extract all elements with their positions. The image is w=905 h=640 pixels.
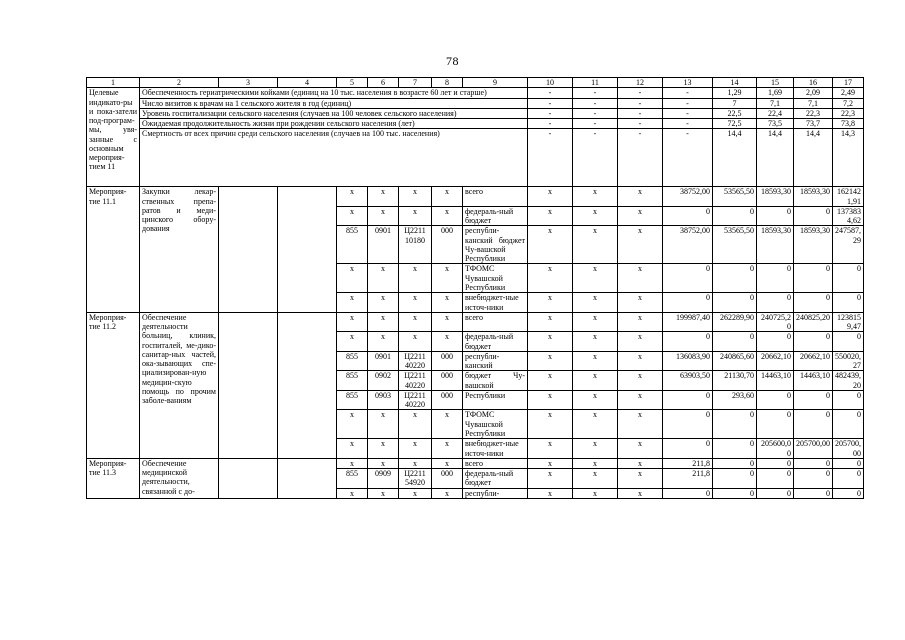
amount-cell: x bbox=[528, 439, 573, 459]
indicator-value: - bbox=[528, 119, 573, 129]
amount-cell: 18593,30 bbox=[757, 226, 794, 264]
amount-cell: 14463,10 bbox=[757, 371, 794, 391]
amount-cell: x bbox=[573, 390, 618, 410]
amount-cell: 0 bbox=[794, 293, 833, 313]
funding-source: федераль-ный бюджет bbox=[463, 469, 528, 489]
amount-cell: 0 bbox=[757, 458, 794, 468]
amount-cell: 293,60 bbox=[713, 390, 757, 410]
grbs-code: x bbox=[337, 312, 368, 332]
amount-cell: 18593,30 bbox=[794, 187, 833, 207]
indicator-value: 1,69 bbox=[757, 88, 794, 98]
indicator-value: - bbox=[528, 88, 573, 98]
measure-name: Мероприя-тие 11.2 bbox=[87, 312, 140, 458]
amount-cell: x bbox=[528, 469, 573, 489]
target-article-code: Ц2211 40220 bbox=[399, 390, 432, 410]
target-article-code: x bbox=[399, 488, 432, 498]
target-article-code: Ц2211 40220 bbox=[399, 351, 432, 371]
funding-source: Республики bbox=[463, 390, 528, 410]
amount-cell: 0 bbox=[794, 469, 833, 489]
amount-cell: x bbox=[618, 410, 663, 439]
indicator-value: 14,4 bbox=[713, 129, 757, 187]
amount-cell: 0 bbox=[794, 390, 833, 410]
amount-cell: x bbox=[528, 312, 573, 332]
indicator-value: 14,3 bbox=[833, 129, 864, 187]
indicator-value: 73,5 bbox=[757, 119, 794, 129]
grbs-code: x bbox=[337, 187, 368, 207]
header-cell: 17 bbox=[833, 78, 864, 88]
section-code: x bbox=[368, 439, 399, 459]
amount-cell: 211,8 bbox=[663, 469, 713, 489]
amount-cell: 0 bbox=[713, 410, 757, 439]
grbs-code: 855 bbox=[337, 371, 368, 391]
indicator-value: 14,4 bbox=[794, 129, 833, 187]
indicator-value: - bbox=[618, 98, 663, 108]
amount-cell: x bbox=[573, 226, 618, 264]
participant-cell bbox=[278, 187, 337, 312]
amount-cell: x bbox=[618, 439, 663, 459]
amount-cell: 0 bbox=[794, 264, 833, 293]
amount-cell: 247587,29 bbox=[833, 226, 864, 264]
header-cell: 8 bbox=[432, 78, 463, 88]
indicator-value: - bbox=[663, 119, 713, 129]
measure-description: Обеспечение медицинской деятельности, связанной с до- bbox=[140, 458, 219, 498]
amount-cell: 0 bbox=[713, 206, 757, 226]
indicator-row bbox=[87, 119, 864, 129]
indicators-label: Целевые индикато-ры и пока-затели под-програм-мы, увя-занные с основным мероприя-тием 11 bbox=[87, 88, 140, 187]
indicator-value: - bbox=[573, 129, 618, 187]
indicator-value: 7 bbox=[713, 98, 757, 108]
expense-group-code: 000 bbox=[432, 390, 463, 410]
amount-cell: x bbox=[573, 293, 618, 313]
section-code: x bbox=[368, 488, 399, 498]
amount-cell: x bbox=[618, 332, 663, 352]
amount-cell: 1373834,62 bbox=[833, 206, 864, 226]
indicator-name: Ожидаемая продолжительность жизни при рождении сельского населения (лет) bbox=[140, 119, 528, 129]
indicator-value: 7,1 bbox=[794, 98, 833, 108]
section-code: x bbox=[368, 264, 399, 293]
header-cell: 14 bbox=[713, 78, 757, 88]
indicator-value: - bbox=[573, 88, 618, 98]
target-article-code: Ц2211 40220 bbox=[399, 371, 432, 391]
amount-cell: 0 bbox=[794, 458, 833, 468]
funding-source: внебюджет-ные источ-ники bbox=[463, 293, 528, 313]
amount-cell: x bbox=[528, 351, 573, 371]
header-cell: 16 bbox=[794, 78, 833, 88]
amount-cell: 240725,20 bbox=[757, 312, 794, 332]
expense-group-code: x bbox=[432, 410, 463, 439]
amount-cell: x bbox=[618, 458, 663, 468]
amount-cell: 211,8 bbox=[663, 458, 713, 468]
grbs-code: x bbox=[337, 439, 368, 459]
expense-group-code: x bbox=[432, 264, 463, 293]
grbs-code: x bbox=[337, 264, 368, 293]
indicator-value: 73,7 bbox=[794, 119, 833, 129]
indicator-row bbox=[87, 98, 864, 108]
amount-cell: x bbox=[573, 332, 618, 352]
amount-cell: 205600,00 bbox=[757, 439, 794, 459]
section-code: x bbox=[368, 458, 399, 468]
amount-cell: 20662,10 bbox=[794, 351, 833, 371]
amount-cell: x bbox=[573, 264, 618, 293]
amount-cell: x bbox=[618, 187, 663, 207]
section-code: x bbox=[368, 312, 399, 332]
indicator-value: - bbox=[528, 98, 573, 108]
target-article-code: x bbox=[399, 312, 432, 332]
amount-cell: 63903,50 bbox=[663, 371, 713, 391]
measure-row bbox=[87, 312, 864, 332]
grbs-code: 855 bbox=[337, 390, 368, 410]
amount-cell: x bbox=[618, 469, 663, 489]
target-article-code: Ц2211 10180 bbox=[399, 226, 432, 264]
section-code: x bbox=[368, 293, 399, 313]
funding-source: республи-канский бюджет Чу-вашской Республики bbox=[463, 226, 528, 264]
amount-cell: 0 bbox=[833, 458, 864, 468]
amount-cell: x bbox=[528, 410, 573, 439]
expense-group-code: 000 bbox=[432, 226, 463, 264]
expense-group-code: x bbox=[432, 488, 463, 498]
amount-cell: 20662,10 bbox=[757, 351, 794, 371]
indicator-value: - bbox=[663, 129, 713, 187]
header-cell: 15 bbox=[757, 78, 794, 88]
grbs-code: 855 bbox=[337, 226, 368, 264]
indicator-name: Смертность от всех причин среди сельского населения (случаев на 100 тыс. населения) bbox=[140, 129, 528, 187]
indicator-value: 2,09 bbox=[794, 88, 833, 98]
indicator-value: 72,5 bbox=[713, 119, 757, 129]
funding-source: федераль-ный бюджет bbox=[463, 206, 528, 226]
table-body bbox=[87, 78, 864, 499]
measure-row bbox=[87, 187, 864, 207]
target-article-code: x bbox=[399, 187, 432, 207]
section-code: 0901 bbox=[368, 351, 399, 371]
amount-cell: 1238159,47 bbox=[833, 312, 864, 332]
indicator-value: 14,4 bbox=[757, 129, 794, 187]
amount-cell: 0 bbox=[713, 458, 757, 468]
amount-cell: x bbox=[573, 312, 618, 332]
measure-description: Закупки лекар-ственных препа-ратов и меди-цинского обору-дования bbox=[140, 187, 219, 312]
funding-source: ТФОМС Чувашской Республики bbox=[463, 264, 528, 293]
amount-cell: 0 bbox=[663, 332, 713, 352]
amount-cell: 0 bbox=[663, 206, 713, 226]
amount-cell: 18593,30 bbox=[757, 187, 794, 207]
amount-cell: 53565,50 bbox=[713, 226, 757, 264]
indicator-value: - bbox=[618, 119, 663, 129]
indicator-value: - bbox=[528, 108, 573, 118]
amount-cell: 0 bbox=[757, 206, 794, 226]
target-article-code: x bbox=[399, 458, 432, 468]
expense-group-code: x bbox=[432, 332, 463, 352]
indicator-value: 22,3 bbox=[833, 108, 864, 118]
target-article-code: x bbox=[399, 410, 432, 439]
amount-cell: 136083,90 bbox=[663, 351, 713, 371]
indicator-value: 22,3 bbox=[794, 108, 833, 118]
indicator-name: Число визитов к врачам на 1 сельского жителя в год (единиц) bbox=[140, 98, 528, 108]
indicator-value: - bbox=[573, 108, 618, 118]
target-article-code: Ц2211 54920 bbox=[399, 469, 432, 489]
grbs-code: 855 bbox=[337, 351, 368, 371]
amount-cell: 0 bbox=[713, 469, 757, 489]
amount-cell: 205700,00 bbox=[833, 439, 864, 459]
grbs-code: 855 bbox=[337, 469, 368, 489]
indicator-name: Уровень госпитализации сельского населения (случаев на 100 человек сельского населения) bbox=[140, 108, 528, 118]
expense-group-code: x bbox=[432, 206, 463, 226]
amount-cell: 0 bbox=[663, 390, 713, 410]
amount-cell: x bbox=[618, 312, 663, 332]
indicator-value: 1,29 bbox=[713, 88, 757, 98]
amount-cell: x bbox=[618, 371, 663, 391]
amount-cell: 0 bbox=[713, 488, 757, 498]
amount-cell: 482439,20 bbox=[833, 371, 864, 391]
amount-cell: x bbox=[528, 206, 573, 226]
amount-cell: 240825,20 bbox=[794, 312, 833, 332]
section-code: x bbox=[368, 187, 399, 207]
funding-source: федераль-ный бюджет bbox=[463, 332, 528, 352]
amount-cell: x bbox=[573, 371, 618, 391]
indicator-value: - bbox=[663, 88, 713, 98]
expense-group-code: x bbox=[432, 187, 463, 207]
amount-cell: 0 bbox=[713, 439, 757, 459]
amount-cell: 240865,60 bbox=[713, 351, 757, 371]
amount-cell: x bbox=[618, 264, 663, 293]
funding-source: республи-канский bbox=[463, 351, 528, 371]
amount-cell: x bbox=[618, 488, 663, 498]
amount-cell: 0 bbox=[833, 264, 864, 293]
amount-cell: 1621421,91 bbox=[833, 187, 864, 207]
amount-cell: 0 bbox=[757, 293, 794, 313]
funding-source: республи- bbox=[463, 488, 528, 498]
amount-cell: 18593,30 bbox=[794, 226, 833, 264]
header-cell: 6 bbox=[368, 78, 399, 88]
indicator-value: - bbox=[573, 98, 618, 108]
indicator-row bbox=[87, 129, 864, 187]
funding-source: бюджет Чу-вашской bbox=[463, 371, 528, 391]
section-code: 0902 bbox=[368, 371, 399, 391]
amount-cell: 53565,50 bbox=[713, 187, 757, 207]
funding-source: всего bbox=[463, 458, 528, 468]
grbs-code: x bbox=[337, 488, 368, 498]
section-code: x bbox=[368, 410, 399, 439]
amount-cell: x bbox=[528, 293, 573, 313]
indicator-value: - bbox=[528, 129, 573, 187]
target-article-code: x bbox=[399, 264, 432, 293]
grbs-code: x bbox=[337, 458, 368, 468]
section-code: 0901 bbox=[368, 226, 399, 264]
amount-cell: 0 bbox=[757, 264, 794, 293]
amount-cell: 0 bbox=[833, 488, 864, 498]
measure-name: Мероприя-тие 11.3 bbox=[87, 458, 140, 498]
indicator-value: - bbox=[573, 119, 618, 129]
amount-cell: x bbox=[528, 390, 573, 410]
amount-cell: 550020,27 bbox=[833, 351, 864, 371]
amount-cell: 0 bbox=[713, 293, 757, 313]
header-cell: 13 bbox=[663, 78, 713, 88]
responsible-cell bbox=[219, 458, 278, 498]
participant-cell bbox=[278, 458, 337, 498]
amount-cell: x bbox=[573, 206, 618, 226]
amount-cell: 0 bbox=[663, 410, 713, 439]
responsible-cell bbox=[219, 187, 278, 312]
target-article-code: x bbox=[399, 293, 432, 313]
indicator-value: 22,5 bbox=[713, 108, 757, 118]
participant-cell bbox=[278, 312, 337, 458]
header-cell: 4 bbox=[278, 78, 337, 88]
expense-group-code: x bbox=[432, 293, 463, 313]
amount-cell: x bbox=[528, 458, 573, 468]
measure-description: Обеспечение деятельности больниц, клиник, госпиталей, ме-дико-санитар-ных частей, ока-зывающих спе-циализирован-ную медицин-скую помощь по прочим заболе-ваниям bbox=[140, 312, 219, 458]
indicator-name: Обеспеченность гериатрическими койками (единиц на 10 тыс. населения в возрасте 60 лет и старше) bbox=[140, 88, 528, 98]
indicator-value: - bbox=[663, 98, 713, 108]
amount-cell: x bbox=[618, 390, 663, 410]
amount-cell: 21130,70 bbox=[713, 371, 757, 391]
amount-cell: 205700,00 bbox=[794, 439, 833, 459]
amount-cell: x bbox=[528, 488, 573, 498]
amount-cell: x bbox=[528, 187, 573, 207]
header-cell: 2 bbox=[140, 78, 219, 88]
expense-group-code: 000 bbox=[432, 351, 463, 371]
amount-cell: 0 bbox=[794, 488, 833, 498]
expense-group-code: x bbox=[432, 312, 463, 332]
indicator-value: - bbox=[618, 129, 663, 187]
amount-cell: 0 bbox=[757, 390, 794, 410]
amount-cell: 0 bbox=[713, 264, 757, 293]
amount-cell: 0 bbox=[794, 410, 833, 439]
grbs-code: x bbox=[337, 206, 368, 226]
grbs-code: x bbox=[337, 410, 368, 439]
indicator-value: 22,4 bbox=[757, 108, 794, 118]
target-article-code: x bbox=[399, 332, 432, 352]
expense-group-code: x bbox=[432, 458, 463, 468]
indicator-value: - bbox=[663, 108, 713, 118]
grbs-code: x bbox=[337, 293, 368, 313]
amount-cell: x bbox=[618, 293, 663, 313]
amount-cell: 0 bbox=[663, 293, 713, 313]
target-article-code: x bbox=[399, 206, 432, 226]
indicator-value: 7,2 bbox=[833, 98, 864, 108]
expense-group-code: x bbox=[432, 439, 463, 459]
header-cell: 12 bbox=[618, 78, 663, 88]
section-code: 0903 bbox=[368, 390, 399, 410]
amount-cell: x bbox=[528, 371, 573, 391]
amount-cell: 0 bbox=[663, 488, 713, 498]
amount-cell: x bbox=[618, 226, 663, 264]
amount-cell: 38752,00 bbox=[663, 226, 713, 264]
funding-source: внебюджет-ные источ-ники bbox=[463, 439, 528, 459]
amount-cell: x bbox=[528, 264, 573, 293]
funding-source: всего bbox=[463, 312, 528, 332]
indicator-value: 7,1 bbox=[757, 98, 794, 108]
expense-group-code: 000 bbox=[432, 371, 463, 391]
header-cell: 3 bbox=[219, 78, 278, 88]
amount-cell: 14463,10 bbox=[794, 371, 833, 391]
header-cell: 7 bbox=[399, 78, 432, 88]
amount-cell: 0 bbox=[663, 439, 713, 459]
amount-cell: 262289,90 bbox=[713, 312, 757, 332]
amount-cell: 0 bbox=[757, 410, 794, 439]
responsible-cell bbox=[219, 312, 278, 458]
amount-cell: 0 bbox=[663, 264, 713, 293]
funding-source: всего bbox=[463, 187, 528, 207]
amount-cell: 0 bbox=[794, 332, 833, 352]
indicator-value: 73,8 bbox=[833, 119, 864, 129]
amount-cell: 0 bbox=[833, 410, 864, 439]
amount-cell: 0 bbox=[757, 332, 794, 352]
amount-cell: x bbox=[573, 187, 618, 207]
grbs-code: x bbox=[337, 332, 368, 352]
section-code: x bbox=[368, 206, 399, 226]
budget-table bbox=[86, 77, 864, 499]
amount-cell: 0 bbox=[794, 206, 833, 226]
target-article-code: x bbox=[399, 439, 432, 459]
header-cell: 9 bbox=[463, 78, 528, 88]
amount-cell: 0 bbox=[757, 469, 794, 489]
amount-cell: 0 bbox=[833, 390, 864, 410]
amount-cell: x bbox=[618, 206, 663, 226]
section-code: x bbox=[368, 332, 399, 352]
header-cell: 11 bbox=[573, 78, 618, 88]
amount-cell: x bbox=[573, 458, 618, 468]
amount-cell: x bbox=[573, 488, 618, 498]
indicator-row bbox=[87, 108, 864, 118]
expense-group-code: 000 bbox=[432, 469, 463, 489]
amount-cell: 0 bbox=[833, 332, 864, 352]
indicator-row bbox=[87, 88, 864, 98]
section-code: 0909 bbox=[368, 469, 399, 489]
header-row bbox=[87, 78, 864, 88]
amount-cell: x bbox=[528, 226, 573, 264]
header-cell: 10 bbox=[528, 78, 573, 88]
measure-row bbox=[87, 458, 864, 468]
amount-cell: x bbox=[573, 469, 618, 489]
amount-cell: x bbox=[573, 439, 618, 459]
amount-cell: 199987,40 bbox=[663, 312, 713, 332]
amount-cell: x bbox=[573, 351, 618, 371]
indicator-value: - bbox=[618, 88, 663, 98]
measure-name: Мероприя-тие 11.1 bbox=[87, 187, 140, 312]
amount-cell: 0 bbox=[757, 488, 794, 498]
amount-cell: 0 bbox=[833, 469, 864, 489]
amount-cell: 38752,00 bbox=[663, 187, 713, 207]
amount-cell: x bbox=[528, 332, 573, 352]
indicator-value: 2,49 bbox=[833, 88, 864, 98]
page-number: 78 bbox=[446, 54, 459, 68]
amount-cell: 0 bbox=[833, 293, 864, 313]
funding-source: ТФОМС Чувашской Республики bbox=[463, 410, 528, 439]
amount-cell: 0 bbox=[713, 332, 757, 352]
amount-cell: x bbox=[573, 410, 618, 439]
header-cell: 5 bbox=[337, 78, 368, 88]
indicator-value: - bbox=[618, 108, 663, 118]
header-cell: 1 bbox=[87, 78, 140, 88]
amount-cell: x bbox=[618, 351, 663, 371]
